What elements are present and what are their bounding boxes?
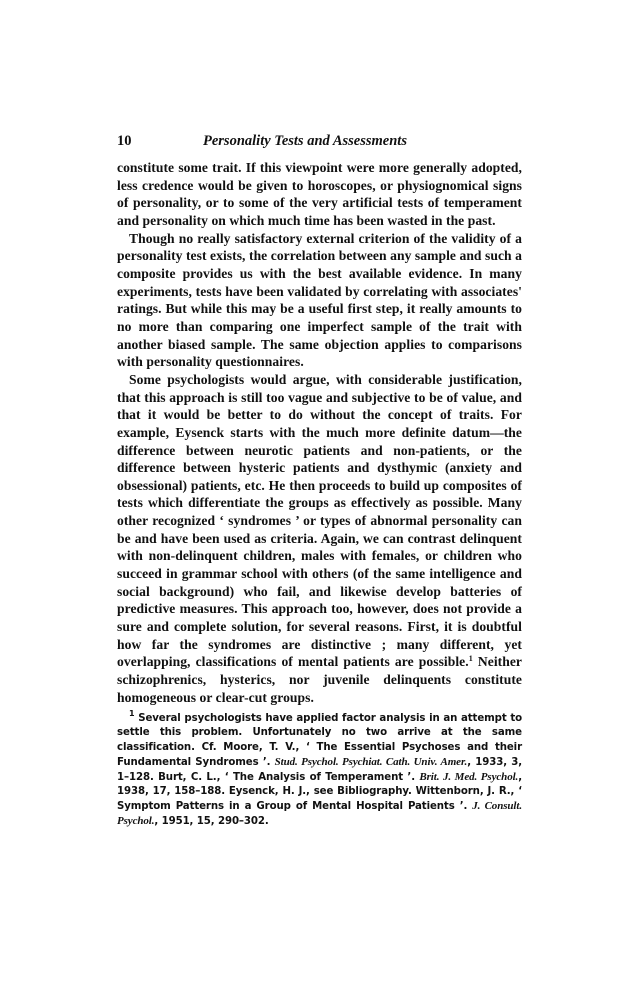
page-number: 10 xyxy=(117,133,132,149)
footnote-reference: 1 xyxy=(468,654,473,664)
running-title: Personality Tests and Assessments xyxy=(203,133,407,149)
footnote-text-1: Several psychologists have applied factor analysis in an attempt to settle this problem. Unfortunately no two arrive at the same classification. Cf. Moore, T. V., ‘ The Essential Psychoses and their Fundamental Syndromes ’. xyxy=(117,713,523,768)
paragraph-3-text: Some psychologists would argue, with considerable justification, that this approach is still too vague and subjective to be of value, and that it would be better to do without the concept of traits. For example, Eysenck starts with the much more definite datum—the difference between neurotic patients and non-patients, or the difference between hysteric patients and dysthymic (anxiety and obsessional) patients, etc. He then proceeds to build up composites of tests which differentiate the groups as effectively as possible. Many other recognized ‘ syndromes ’ or types of abnormal personality can be and have been used as criteria. Again, we can contrast delinquent with non-delinquent children, males with females, or children who succeed in grammar school with others (of the same intelligence and social background) who fail, and likewise develop batteries of predictive measures. This approach too, however, does not provide a sure and complete solution, for several reasons. First, it is doubtful how far the syndromes are distinctive ; many different, yet overlapping, classifications of mental patients are possible. xyxy=(117,371,522,670)
paragraph-1: constitute some trait. If this viewpoint were more generally adopted, less credence would be given to horoscopes, or physiognomical signs of personality, or to some of the very artificial tests of temperament and personality on which much time has been wasted in the past. xyxy=(117,160,522,228)
paragraph-3 xyxy=(117,371,522,706)
body-text xyxy=(117,159,522,706)
footnote-journal-1: Stud. Psychol. Psychiat. Cath. Univ. Amer. xyxy=(274,755,468,768)
footnote-marker: 1 xyxy=(129,709,135,719)
running-head xyxy=(117,133,522,159)
book-page xyxy=(117,133,522,829)
footnote-text-4: , 1951, 15, 290–302. xyxy=(154,816,269,827)
footnote-journal-3: J. Consult. Psychol. xyxy=(117,799,522,827)
footnote xyxy=(117,709,523,829)
footnote-text-2: , 1933, 3, 1–128. Burt, C. L., ‘ The Analysis of Temperament ’. xyxy=(117,756,523,783)
footnote-journal-2: Brit. J. Med. Psychol. xyxy=(419,770,519,783)
paragraph-2: Though no really satisfactory external criterion of the validity of a personality test exists, the correlation between any sample and such a composite provides us with the best available evidence. In many experiments, tests have been validated by correlating with associates' ratings. But while this may be a useful first step, it really amounts to no more than comparing one imperfect sample of the trait with another biased sample. The same objection applies to comparisons with personality questionnaires. xyxy=(117,230,522,370)
paragraph-3-continuation: Neither schizophrenics, hysterics, nor juvenile delinquents constitute homogeneous or clear-cut groups. xyxy=(117,654,523,705)
footnote-text-3: , 1938, 17, 158–188. Eysenck, H. J., see Bibliography. Wittenborn, J. R., ‘ Symptom Patterns in a Group of Mental Hospital Patients ’. xyxy=(117,771,522,812)
